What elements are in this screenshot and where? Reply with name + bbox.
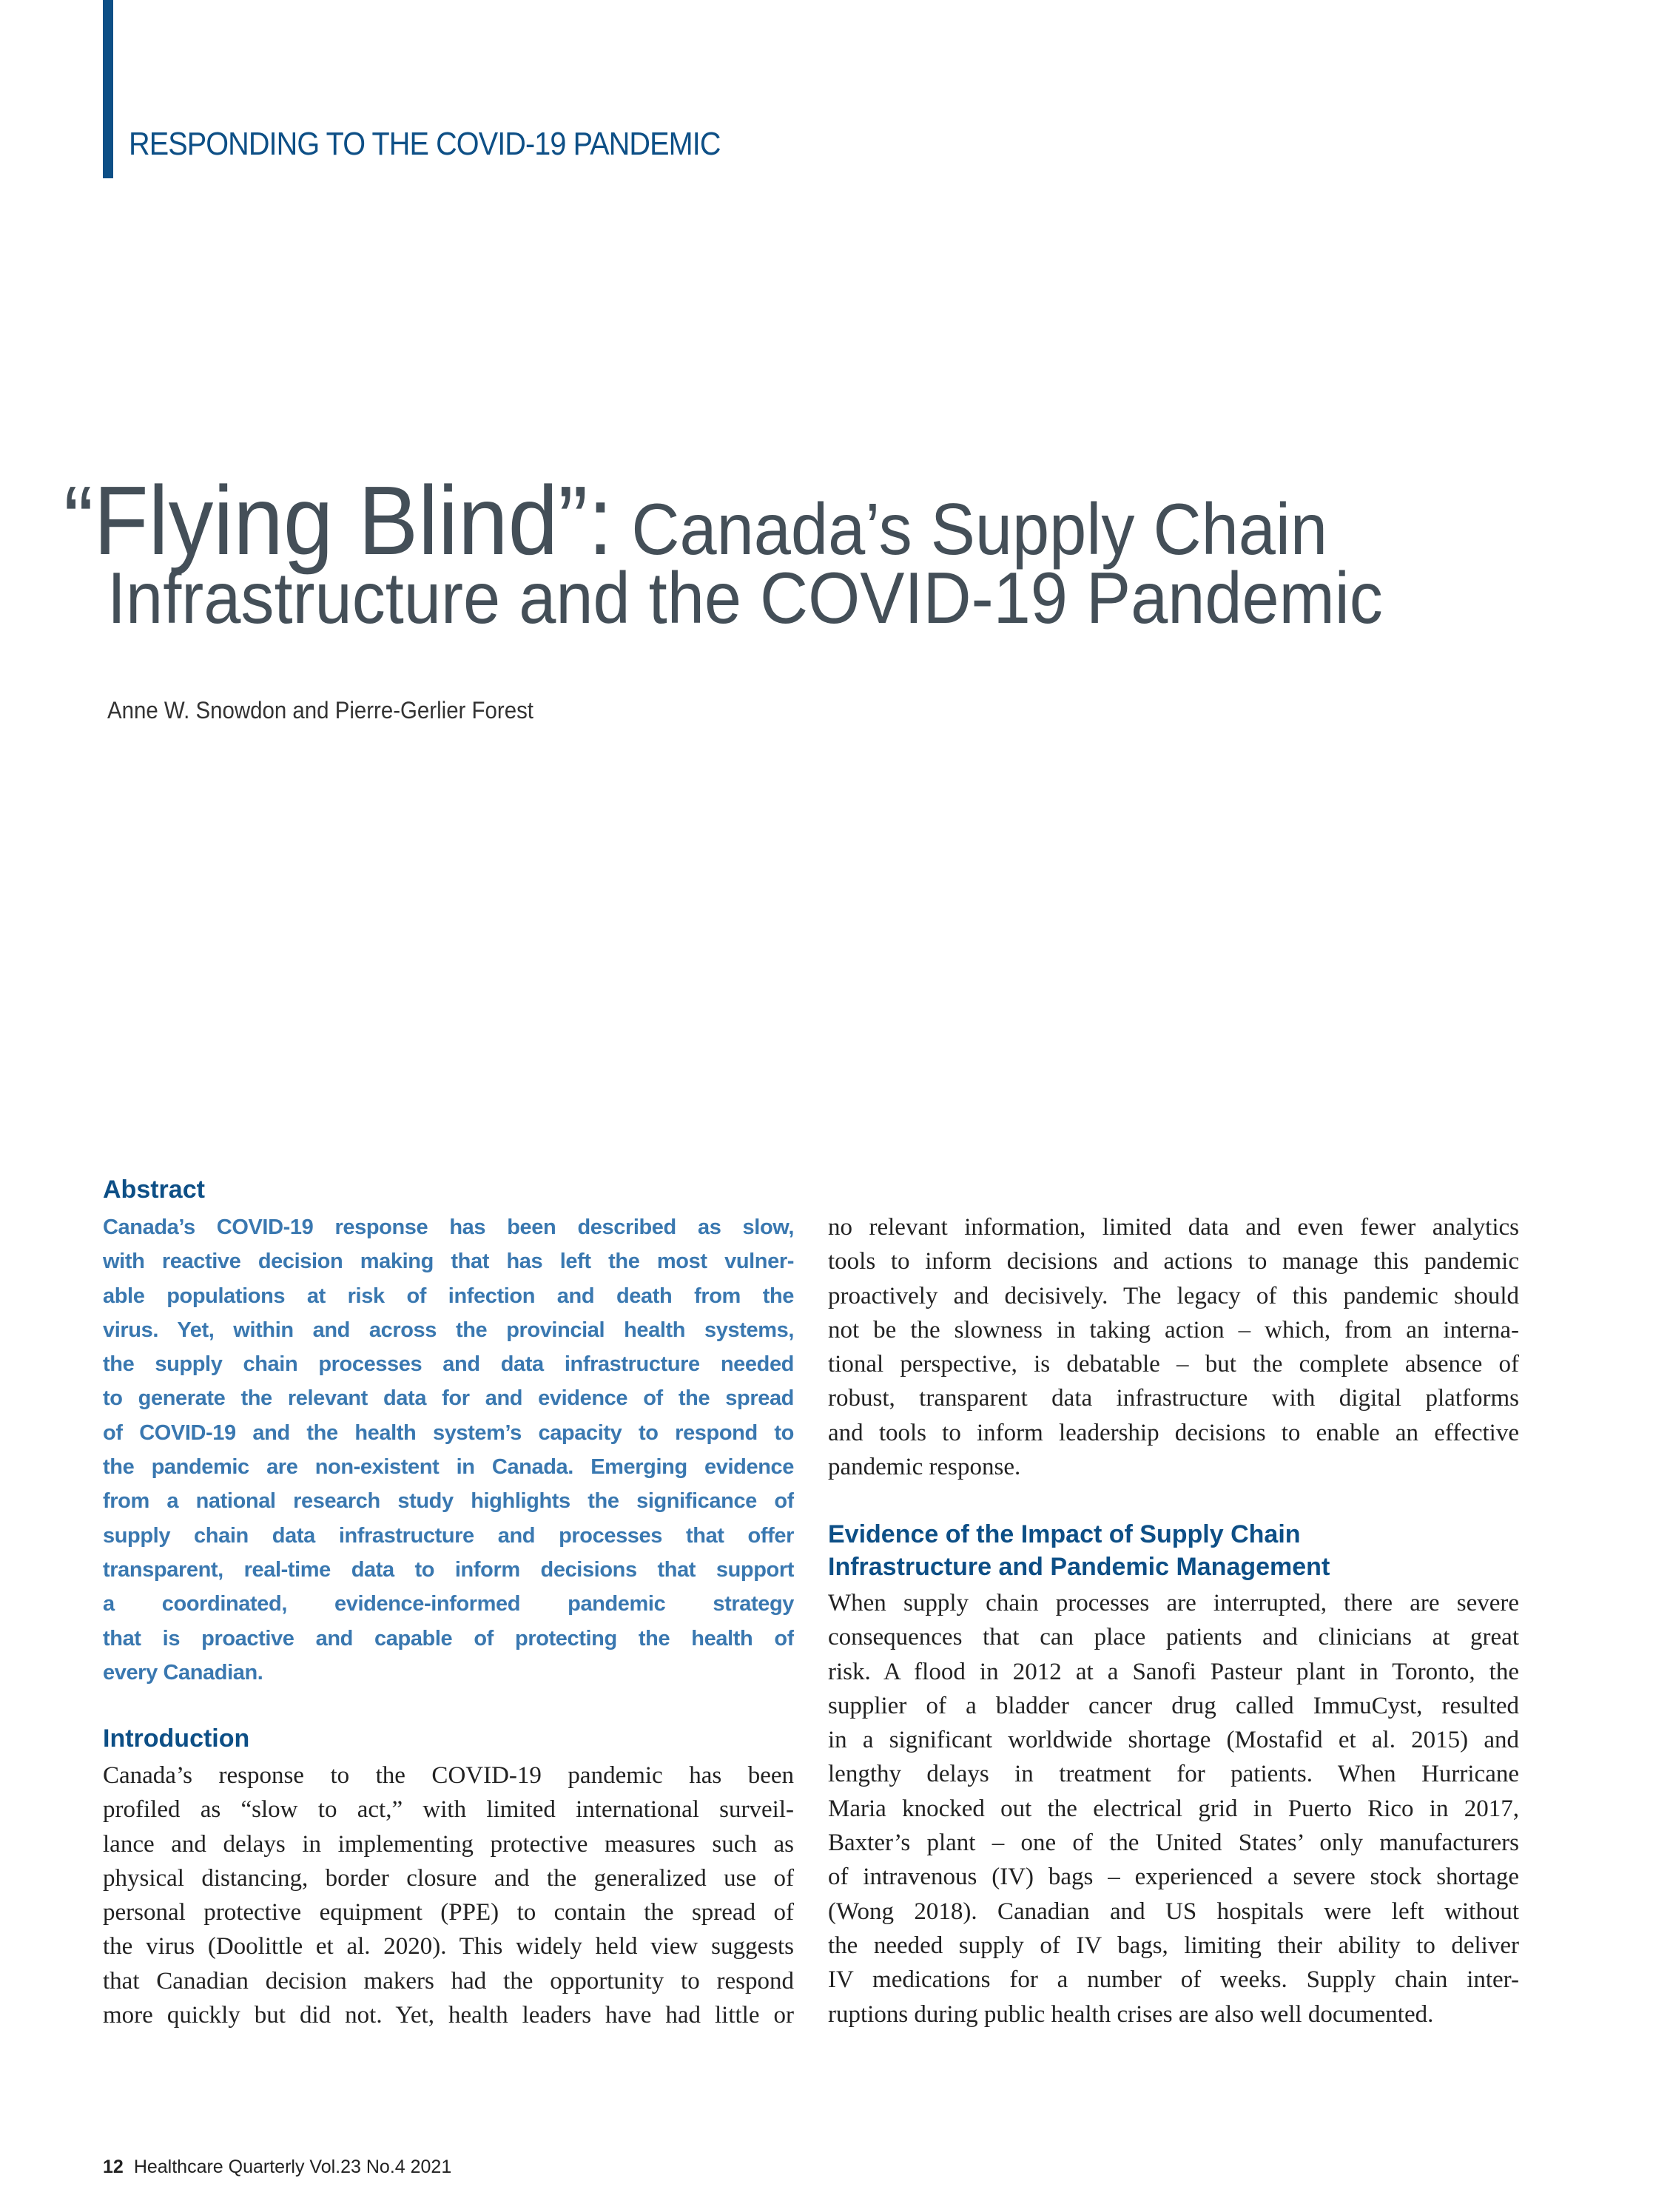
text-line: When supply chain processes are interrupted, there are severe — [828, 1590, 1519, 1616]
text-line: Baxter’s plant – one of the United States’ only manufacturers — [828, 1830, 1519, 1857]
text-line: tional perspective, is debatable – but the complete absence of — [828, 1351, 1519, 1378]
text-line: the needed supply of IV bags, limiting their ability to deliver — [828, 1932, 1519, 1959]
introduction-heading: Introduction — [103, 1724, 250, 1753]
page-number: 12 — [103, 2157, 124, 2177]
text-line: consequences that can place patients and clinicians at great — [828, 1624, 1519, 1651]
section-accent-bar — [103, 0, 113, 178]
text-line: of intravenous (IV) bags – experienced a severe stock shortage — [828, 1864, 1519, 1891]
text-line: IV medications for a number of weeks. Supply chain inter- — [828, 1966, 1519, 1994]
text-line: Maria knocked out the electrical grid in Puerto Rico in 2017, — [828, 1795, 1519, 1822]
text-line: profiled as “slow to act,” with limited international surveil- — [103, 1796, 794, 1824]
authors: Anne W. Snowdon and Pierre-Gerlier Forest — [107, 697, 533, 724]
right-column-paragraph-2 — [828, 1586, 1519, 2031]
text-line: personal protective equipment (PPE) to contain the spread of — [103, 1899, 794, 1926]
text-line: and tools to inform leadership decisions to enable an effective — [828, 1419, 1519, 1446]
text-line: able populations at risk of infection and death from the — [103, 1284, 794, 1308]
title-quote: “Flying Blind”: — [64, 466, 613, 575]
text-line: Canada’s response to the COVID-19 pandemic has been — [103, 1762, 794, 1789]
text-line: Canada’s COVID-19 response has been described as slow, — [103, 1215, 794, 1239]
text-line: that is proactive and capable of protecting the health of — [103, 1626, 794, 1650]
introduction-body — [103, 1759, 794, 2032]
text-line: transparent, real-time data to inform decisions that support — [103, 1557, 794, 1582]
evidence-heading-line1: Evidence of the Impact of Supply Chain — [828, 1520, 1301, 1548]
article-title-line2: Infrastructure and the COVID-19 Pandemic — [107, 557, 1383, 638]
text-line: supplier of a bladder cancer drug called ImmuCyst, resulted — [828, 1692, 1519, 1719]
text-line: the virus (Doolittle et al. 2020). This widely held view suggests — [103, 1933, 794, 1960]
text-line: no relevant information, limited data and even fewer analytics — [828, 1214, 1519, 1241]
text-line: risk. A flood in 2012 at a Sanofi Pasteur plant in Toronto, the — [828, 1658, 1519, 1685]
text-line: pandemic response. — [828, 1454, 1021, 1481]
text-line: ruptions during public health crises are also well documented. — [828, 2000, 1434, 2028]
text-line: that Canadian decision makers had the opportunity to respond — [103, 1967, 794, 1994]
text-line: lance and delays in implementing protective measures such as — [103, 1830, 794, 1858]
text-line: with reactive decision making that has left the most vulner- — [103, 1250, 794, 1274]
text-line: a coordinated, evidence-informed pandemic strategy — [103, 1592, 794, 1616]
text-line: proactively and decisively. The legacy of this pandemic should — [828, 1282, 1519, 1309]
abstract-heading: Abstract — [103, 1176, 205, 1204]
text-line: the pandemic are non-existent in Canada. Emerging evidence — [103, 1455, 794, 1480]
journal-citation: Healthcare Quarterly Vol.23 No.4 2021 — [133, 2157, 452, 2177]
text-line: the supply chain processes and data infrastructure needed — [103, 1352, 794, 1377]
text-line: physical distancing, border closure and the generalized use of — [103, 1864, 794, 1892]
text-line: every Canadian. — [103, 1660, 263, 1685]
right-column-paragraph-1 — [828, 1210, 1519, 1484]
text-line: supply chain data infrastructure and processes that offer — [103, 1523, 794, 1548]
text-line: from a national research study highlights the significance of — [103, 1489, 794, 1514]
page-footer — [103, 2157, 451, 2178]
evidence-heading-line2: Infrastructure and Pandemic Management — [828, 1553, 1330, 1581]
text-line: of COVID-19 and the health system’s capacity to respond to — [103, 1420, 794, 1445]
text-line: tools to inform decisions and actions to manage this pandemic — [828, 1248, 1519, 1275]
text-line: (Wong 2018). Canadian and US hospitals were left without — [828, 1898, 1519, 1925]
text-line: not be the slowness in taking action – which, from an interna- — [828, 1316, 1519, 1343]
text-line: robust, transparent data infrastructure with digital platforms — [828, 1385, 1519, 1412]
section-kicker: RESPONDING TO THE COVID-19 PANDEMIC — [129, 126, 721, 162]
title-subtitle-start: Canada’s Supply Chain — [613, 488, 1328, 570]
text-line: to generate the relevant data for and evidence of the spread — [103, 1386, 794, 1411]
text-line: more quickly but did not. Yet, health leaders have had little or — [103, 2002, 794, 2029]
text-line: in a significant worldwide shortage (Mostafid et al. 2015) and — [828, 1727, 1519, 1754]
text-line: virus. Yet, within and across the provincial health systems, — [103, 1318, 794, 1342]
text-line: lengthy delays in treatment for patients. When Hurricane — [828, 1761, 1519, 1788]
abstract-body — [103, 1210, 794, 1690]
